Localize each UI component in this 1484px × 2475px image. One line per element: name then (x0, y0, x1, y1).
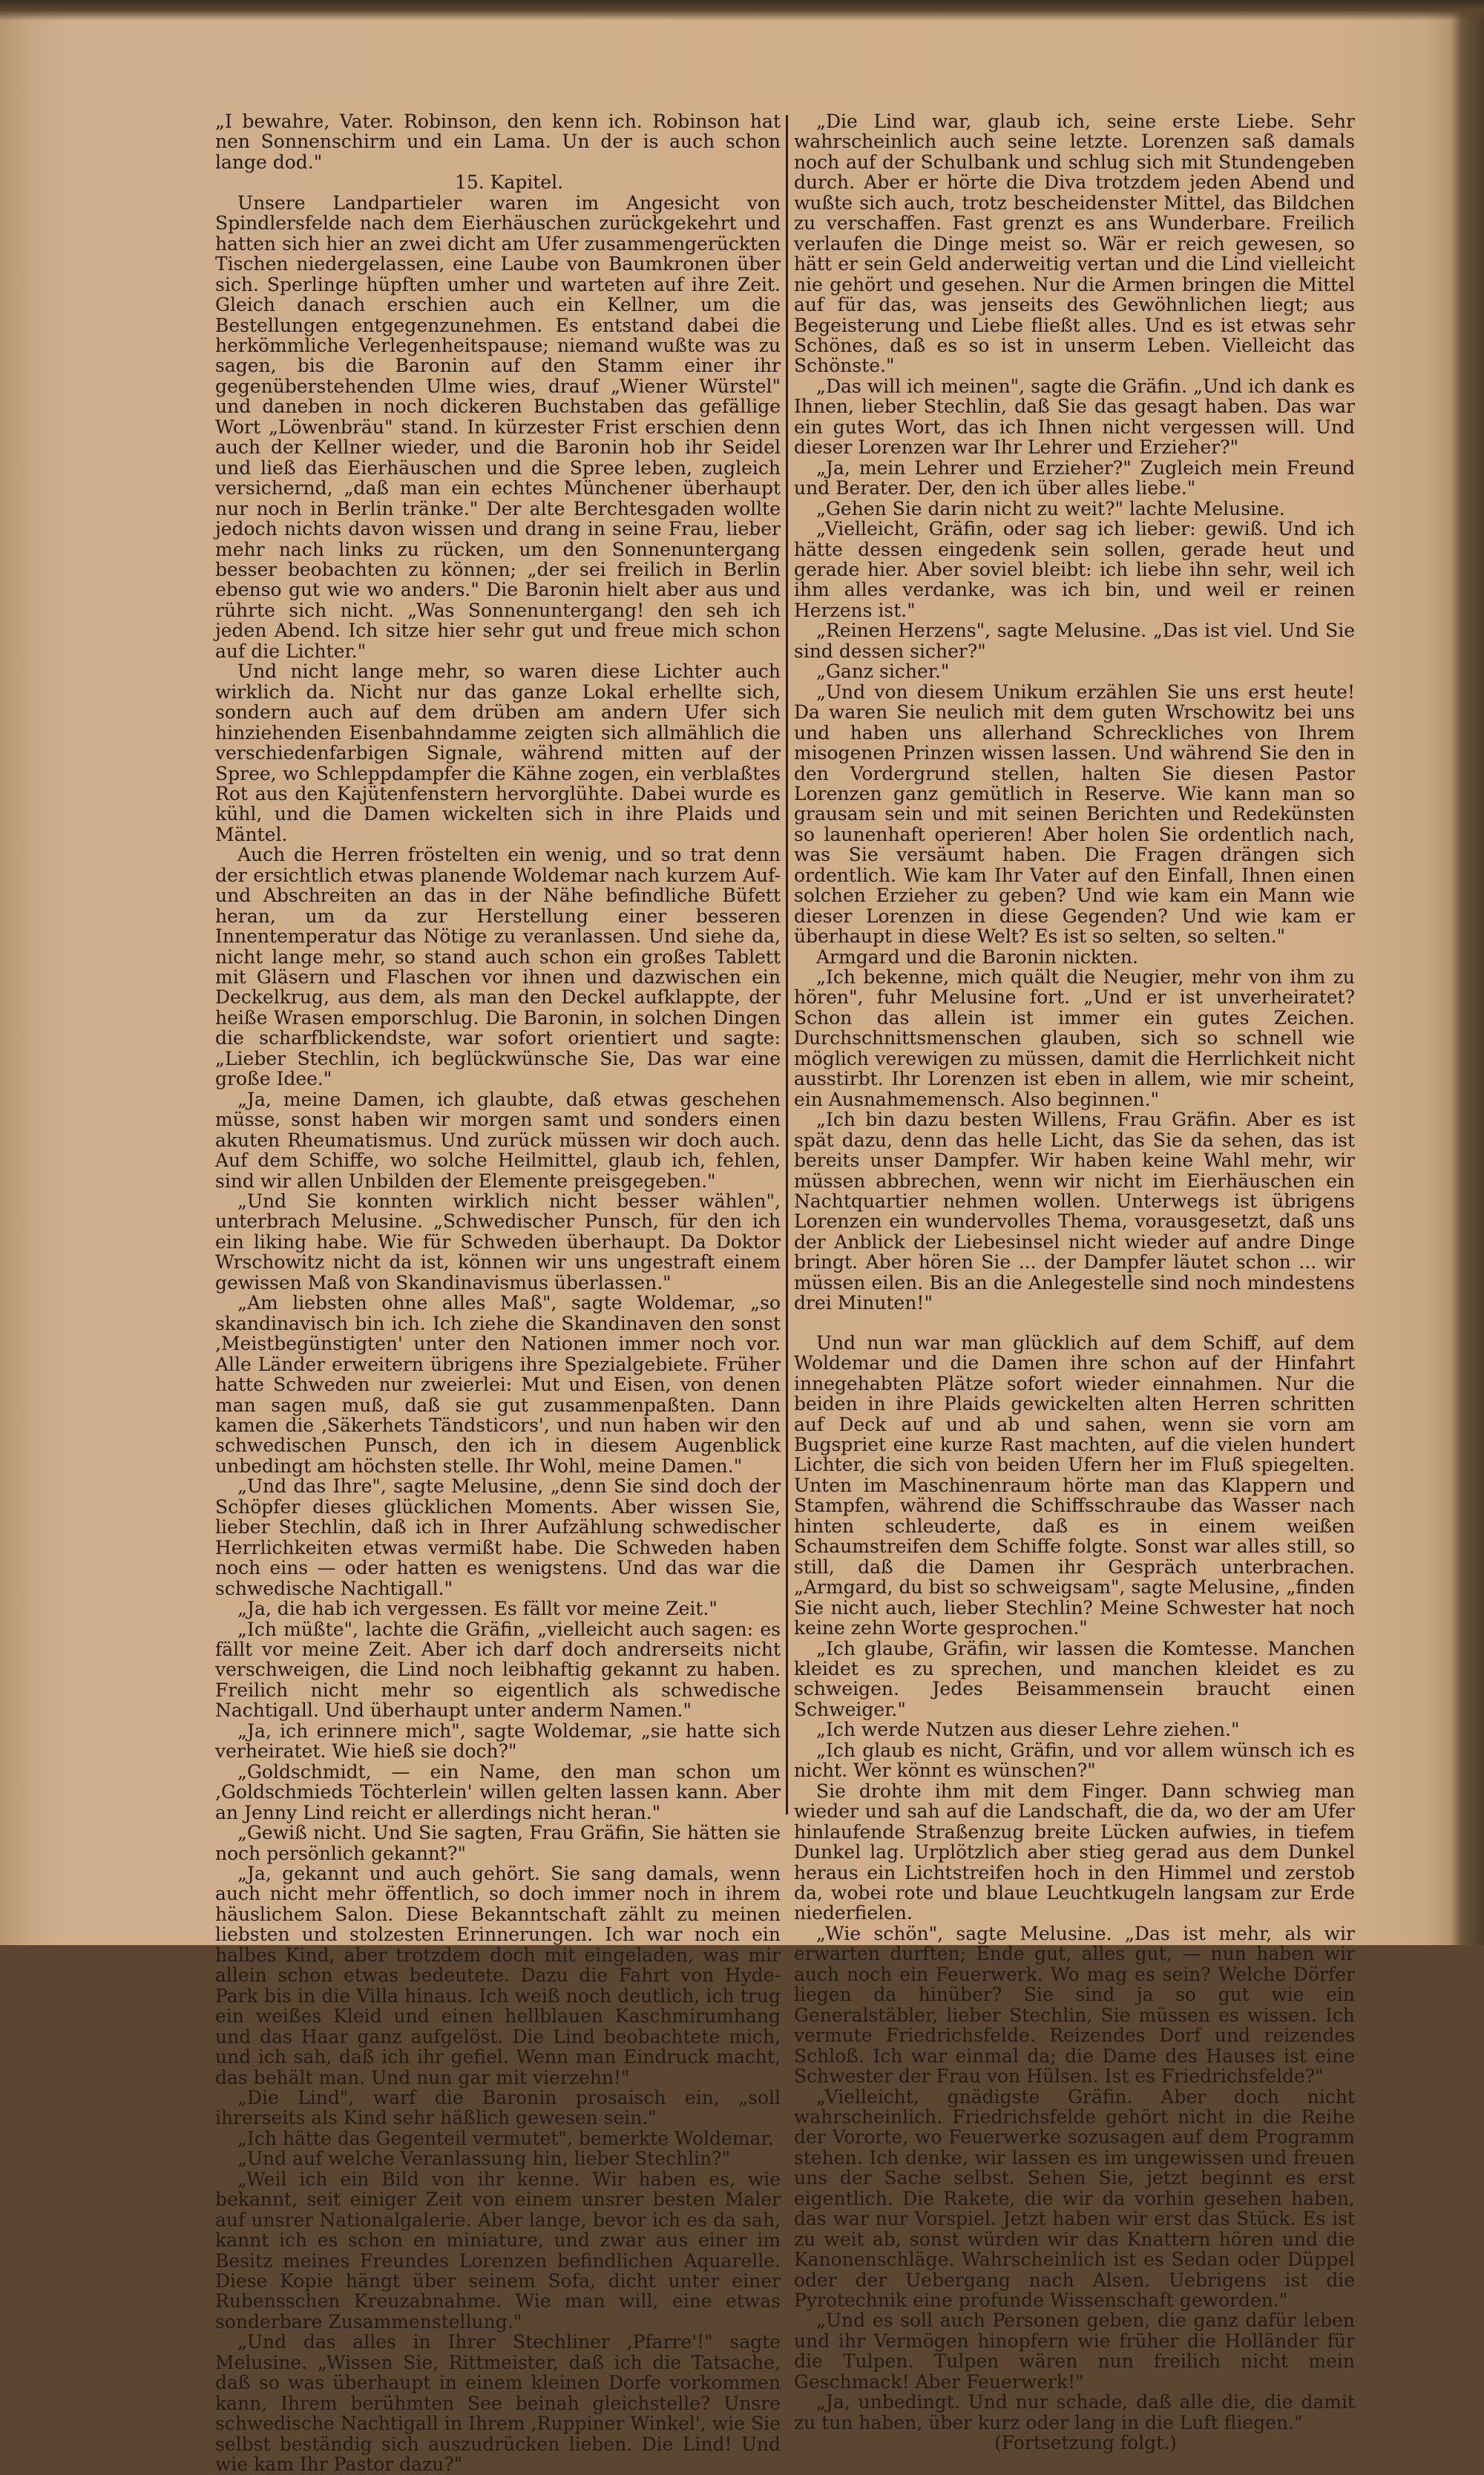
paragraph: „Ich glaub es nicht, Gräfin, und vor allem wünsch ich es nicht. Wer könnt es wünschen?" (794, 1739, 1355, 1782)
paragraph: „Ja, meine Damen, ich glaubte, daß etwas geschehen müsse, sonst haben wir morgen samt und sonders einen akuten Rheumatismus. Und zurück müssen wir doch auch. Auf dem Schiffe, wo solche Heilmittel, glaub ich, fehlen, sind wir allen Unbilden der Elemente preisgegeben." (215, 1088, 781, 1192)
paragraph: „Ganz sicher." (816, 660, 950, 683)
column-divider (786, 115, 788, 1815)
paragraph: „Ja, gekannt und auch gehört. Sie sang damals, wenn auch nicht mehr öffentlich, so doch immer noch in ihrem häuslichem Salon. Diese Bekanntschaft zählt zu meinen liebsten und stolzesten Erinnerungen. Ich war noch ein halbes Kind, aber trotzdem doch mit eingeladen, was mir allein schon etwas bedeutete. Dazu die Fahrt von Hyde-Park bis in die Villa hinaus. Ich weiß noch deutlich, ich trug ein weißes Kleid und einen hellblauen Kaschmirumhang und das Haar ganz aufgelöst. Die Lind beobachtete mich, und ich sah, daß ich ihr gefiel. Wenn man Eindruck macht, das behält man. Und nun gar mit vierzehn!" (215, 1862, 781, 2088)
paragraph: „Die Lind", warf die Baronin prosaisch ein, „soll ihrerseits als Kind sehr häßlich gewesen sein." (215, 2086, 781, 2129)
paragraph: „Ich hätte das Gegenteil vermutet", bemerkte Woldemar. (237, 2127, 774, 2149)
paragraph: „Ja, mein Lehrer und Erzieher?" Zugleich mein Freund und Berater. Der, den ich über alles liebe." (794, 456, 1355, 499)
paragraph: Und nun war man glücklich auf dem Schiff, auf dem Woldemar und die Damen ihre schon auf der Hinfahrt innegehabten Plätze sofort wieder einnahmen. Nur die beiden in ihre Plaids gewickelten alten Herren schritten auf Deck auf und ab und sahen, wenn sie vorn am Bugspriet eine kurze Rast machten, auf die vielen hundert Lichter, die sich von beiden Ufern her im Fluß spiegelten. Unten im Maschinenraum hörte man das Klappern und Stampfen, während die Schiffsschraube das Wasser nach hinten schleuderte, daß es in einem weißen Schaumstreifen dem Schiffe folgte. Sonst war alles still, so still, daß die Damen ihr Gespräch unterbrachen. „Armgard, du bist so schweigsam", sagte Melusine, „finden Sie nicht auch, lieber Stechlin? Meine Schwester hat noch keine zehn Worte gesprochen." (794, 1331, 1355, 1639)
paragraph: Und nicht lange mehr, so waren diese Lichter auch wirklich da. Nicht nur das ganze Lokal erhellte sich, sondern auch auf dem drüben am andern Ufer sich hinziehenden Eisenbahndamme zeigten sich allmählich die verschiedenfarbigen Signale, während mitten auf der Spree, wo Schleppdampfer die Kähne zogen, ein verblaßtes Rot aus den Kajütenfenstern hervorglühte. Dabei wurde es kühl, und die Damen wickelten sich in ihre Plaids und Mäntel. (215, 660, 781, 845)
paragraph: „Ich bekenne, mich quält die Neugier, mehr von ihm zu hören", fuhr Melusine fort. „Und er ist unverheiratet? Schon das allein ist immer ein gutes Zeichen. Durchschnittsmenschen glauben, sich so schnell wie möglich verewigen zu müssen, damit die Herrlichkeit nicht ausstirbt. Ihr Lorenzen ist eben in allem, wie mir scheint, ein Ausnahmemensch. Also beginnen." (794, 966, 1355, 1110)
paragraph: Auch die Herren fröstelten ein wenig, und so trat denn der ersichtlich etwas planende Woldemar nach kurzem Auf- und Abschreiten an das in der Nähe befindliche Büfett heran, um da zur Herstellung einer besseren Innentemperatur das Nötige zu veranlassen. Und siehe da, nicht lange mehr, so stand auch schon ein großes Tablett mit Gläsern und Flaschen vor ihnen und dazwischen ein Deckelkrug, aus dem, als man den Deckel aufklappte, der heiße Wrasen emporschlug. Die Baronin, in solchen Dingen die scharfblickendste, war sofort orientiert und sagte: „Lieber Stechlin, ich beglückwünsche Sie, Das war eine große Idee." (215, 844, 781, 1090)
left-column (215, 111, 781, 2475)
paragraph: „Vielleicht, gnädigste Gräfin. Aber doch nicht wahrscheinlich. Friedrichsfelde gehört nicht in die Reihe der Vororte, wo Feuerwerke sozusagen auf dem Programm stehen. Ich denke, wir lassen es im ungewissen und freuen uns der Sache selbst. Sehen Sie, jetzt beginnt es erst eigentlich. Die Rakete, die wir da vorhin gesehen haben, das war nur Vorspiel. Jetzt haben wir erst das Stück. Es ist zu weit ab, sonst würden wir das Knattern hören und die Kanonenschläge. Wahrscheinlich ist es Sedan oder Düppel oder der Uebergang nach Alsen. Uebrigens ist die Pyrotechnik eine profunde Wissenschaft geworden." (794, 2085, 1355, 2312)
paragraph: „Gehen Sie darin nicht zu weit?" lachte Melusine. (816, 497, 1285, 519)
paragraph: „Das will ich meinen", sagte die Gräfin. „Und ich dank es Ihnen, lieber Stechlin, daß Sie das gesagt haben. Das war ein gutes Wort, das ich Ihnen nicht vergessen will. Und dieser Lorenzen war Ihr Lehrer und Erzieher?" (794, 375, 1355, 459)
paragraph: „Vielleicht, Gräfin, oder sag ich lieber: gewiß. Und ich hätte dessen eingedenk sein sollen, gerade heut und gerade hier. Aber soviel bleibt: ich liebe ihn sehr, weil ich ihm alles verdanke, was ich bin, und weil er reinen Herzens ist." (794, 518, 1355, 621)
paragraph: Sie drohte ihm mit dem Finger. Dann schwieg man wieder und sah auf die Landschaft, die da, wo der am Ufer hinlaufende Straßenzug breite Lücken aufwies, in tiefem Dunkel lag. Urplötzlich aber stieg gerad aus dem Dunkel heraus ein Lichtstreifen hoch in den Himmel und zerstob da, wobei rote und blaue Leuchtkugeln langsam zur Erde niederfielen. (794, 1780, 1355, 1924)
paragraph: „Gewiß nicht. Und Sie sagten, Frau Gräfin, Sie hätten sie noch persönlich gekannt?" (215, 1822, 781, 1864)
right-column (794, 111, 1355, 2454)
intro-paragraph: „I bewahre, Vater. Robinson, den kenn ich. Robinson hat nen Sonnenschirm und ein Lama. Un der is auch schon lange dod." (215, 111, 781, 173)
paragraph: „Und es soll auch Personen geben, die ganz dafür leben und ihr Vermögen hinopfern wie früher die Holländer für die Tulpen. Tulpen wären nun freilich nicht mein Geschmack! Aber Feuerwerk!" (794, 2310, 1355, 2393)
paragraph: „Ja, ich erinnere mich", sagte Woldemar, „sie hatte sich verheiratet. Wie hieß sie doch?" (215, 1720, 781, 1763)
paragraph: „Ja, die hab ich vergessen. Es fällt vor meine Zeit." (237, 1598, 718, 1620)
continuation-note: (Fortsetzung folgt.) (994, 2432, 1177, 2454)
paragraph: „Und das alles in Ihrer Stechliner ‚Pfarre'!" sagte Melusine. „Wissen Sie, Rittmeister, daß ich die Tatsache, daß so was überhaupt in einem kleinen Dorfe vorkommen kann, Ihrem berühmten See beinah gleichstelle? Unsre schwedische Nachtigall in Ihrem ‚Ruppiner Winkel', wie Sie selbst beständig sich auszudrücken lieben. Die Lind! Und wie kam Ihr Pastor dazu?" (215, 2331, 781, 2475)
paragraph: „Wie schön", sagte Melusine. „Das ist mehr, als wir erwarten durften; Ende gut, alles gut, — nun haben wir auch noch ein Feuerwerk. Wo mag es sein? Welche Dörfer liegen da hinüber? Sie sind ja so gut wie ein Generalstäbler, lieber Stechlin, Sie müssen es wissen. Ich vermute Friedrichsfelde. Reizendes Dorf und reizendes Schloß. Ich war einmal da; die Dame des Hauses ist eine Schwester der Frau von Hülsen. Ist es Friedrichsfelde?" (794, 1922, 1355, 2088)
paragraph: „Und auf welche Veranlassung hin, lieber Stechlin?" (237, 2148, 731, 2170)
paragraph: „Ich glaube, Gräfin, wir lassen die Komtesse. Manchen kleidet es zu sprechen, und manchen kleidet es zu schweigen. Jedes Beisammensein braucht einen Schweiger." (794, 1637, 1355, 1720)
paragraph: „Am liebsten ohne alles Maß", sagte Woldemar, „so skandinavisch bin ich. Ich ziehe die Skandinaven den sonst ‚Meistbegünstigten' unter den Nationen immer noch vor. Alle Länder erweitern übrigens ihre Spezialgebiete. Früher hatte Schweden nur zweierlei: Mut und Eisen, von denen man sagen muß, daß sie gut zusammenpaßten. Dann kamen die ‚Säkerhets Tändsticors', und nun haben wir den schwedischen Punsch, den ich in diesem Augenblick unbedingt am höchsten stelle. Ihr Wohl, meine Damen." (215, 1292, 781, 1477)
paragraph: „Die Lind war, glaub ich, seine erste Liebe. Sehr wahrscheinlich auch seine letzte. Lorenzen saß damals noch auf der Schulbank und schlug sich mit Stundengeben durch. Aber er hörte die Diva trotzdem jeden Abend und wußte sich auch, trotz bescheidenster Mittel, das Bildchen zu verschaffen. Fast grenzt es ans Wunderbare. Freilich verlaufen die Dinge meist so. Wär er reich gewesen, so hätt er sein Geld anderweitig vertan und die Lind vielleicht nie gehört und gesehen. Nur die Armen bringen die Mittel auf für das, was jenseits des Gewöhnlichen liegt; aus Begeisterung und Liebe fließt alles. Und es ist etwas sehr Schönes, daß es so ist in unserm Leben. Vielleicht das Schönste." (794, 111, 1355, 377)
chapter-heading: 15. Kapitel. (454, 171, 564, 194)
paragraph: „Und Sie konnten wirklich nicht besser wählen", unterbrach Melusine. „Schwedischer Punsch, für den ich ein liking habe. Wie für Schweden überhaupt. Da Doktor Wrschowitz nicht da ist, können wir uns ungestraft einem gewissen Maß von Skandinavismus überlassen." (215, 1190, 781, 1294)
paragraph: „Und von diesem Unikum erzählen Sie uns erst heute! Da waren Sie neulich mit dem guten Wrschowitz bei uns und haben uns allerhand Schreckliches von Ihrem misogenen Prinzen wissen lassen. Und während Sie den in den Vordergrund stellen, halten Sie diesen Pastor Lorenzen ganz gemütlich in Reserve. Wie kann man so grausam sein und mit seinen Berichten und Redekünsten so launenhaft operieren! Aber holen Sie ordentlich nach, was Sie versäumt haben. Die Fragen drängen sich ordentlich. Wie kam Ihr Vater auf den Einfall, Ihnen einen solchen Erzieher zu geben? Und wie kam ein Mann wie dieser Lorenzen in diese Gegenden? Und wie kam er überhaupt in diese Welt? Es ist so selten, so selten." (794, 681, 1355, 948)
paragraph: Unsere Landpartieler waren im Angesicht von Spindlersfelde nach dem Eierhäuschen zurückgekehrt und hatten sich hier an zwei dicht am Ufer zusammengerückten Tischen niedergelassen, eine Laube von Baumkronen über sich. Sperlinge hüpften umher und warteten auf ihre Zeit. Gleich danach erschien auch ein Kellner, um die Bestellungen entgegenzunehmen. Es entstand dabei die herkömmliche Verlegenheitspause; niemand wußte was zu sagen, bis die Baronin auf den Stamm einer ihr gegenüberstehenden Ulme wies, drauf „Wiener Würstel" und daneben in noch dickeren Buchstaben das gefällige Wort „Löwenbräu" stand. In kürzester Frist erschien denn auch der Kellner wieder, und die Baronin hob ihr Seidel und ließ das Eierhäuschen und die Spree leben, zugleich versichernd, „daß man ein echtes Münchener überhaupt nur noch in Berlin tränke." Der alte Berchtesgaden wollte jedoch nichts davon wissen und drang in seine Frau, lieber mehr nach links zu rücken, um den Sonnenuntergang besser beobachten zu können; „der sei freilich in Berlin ebenso gut wie wo anders." Die Baronin hielt aber aus und rührte sich nicht. „Was Sonnenuntergang! den seh ich jeden Abend. Ich sitze hier sehr gut und freue mich schon auf die Lichter." (215, 191, 781, 662)
section-gap (794, 1314, 1355, 1333)
paragraph: „Ich werde Nutzen aus dieser Lehre ziehen." (816, 1719, 1240, 1741)
paragraph: „Reinen Herzens", sagte Melusine. „Das ist viel. Und Sie sind dessen sicher?" (794, 620, 1355, 662)
paragraph: „Ich müßte", lachte die Gräfin, „vielleicht auch sagen: es fällt vor meine Zeit. Aber ich darf doch andrerseits nicht verschweigen, die Lind noch leibhaftig gekannt zu haben. Freilich nicht mehr so eigentlich als schwedische Nachtigall. Und überhaupt unter anderm Namen." (215, 1618, 781, 1722)
paragraph: „Ich bin dazu besten Willens, Frau Gräfin. Aber es ist spät dazu, denn das helle Licht, das Sie da sehen, das ist bereits unser Dampfer. Wir haben keine Wahl mehr, wir müssen abbrechen, wenn wir nicht im Eierhäuschen ein Nachtquartier nehmen wollen. Unterwegs ist übrigens Lorenzen ein wundervolles Thema, vorausgesetzt, daß uns der Anblick der Liebesinsel nicht wieder auf andre Dinge bringt. Aber hören Sie ... der Dampfer läutet schon ... wir müssen eilen. Bis an die Anlegestelle sind noch mindestens drei Minuten!" (794, 1109, 1355, 1314)
paragraph: „Goldschmidt, — ein Name, den man schon um ‚Goldschmieds Töchterlein' willen gelten lassen kann. Aber an Jenny Lind reicht er allerdings nicht heran." (215, 1760, 781, 1823)
paragraph: „Und das Ihre", sagte Melusine, „denn Sie sind doch der Schöpfer dieses glücklichen Moments. Aber wissen Sie, lieber Stechlin, daß ich in Ihrer Aufzählung schwedischer Herrlichkeiten etwas vermißt habe. Die Schweden haben noch eins — oder hatten es wenigstens. Und das war die schwedische Nachtigall." (215, 1475, 781, 1599)
paragraph: „Ja, unbedingt. Und nur schade, daß alle die, die damit zu tun haben, über kurz oder lang in die Luft fliegen." (794, 2391, 1355, 2433)
paragraph: „Weil ich ein Bild von ihr kenne. Wir haben es, wie bekannt, seit einiger Zeit von einem unsrer besten Maler auf unsrer Nationalgalerie. Aber lange, bevor ich es da sah, kannt ich es schon en miniature, und zwar aus einer im Besitz meines Freundes Lorenzen befindlichen Aquarelle. Diese Kopie hängt über seinem Sofa, dicht unter einer Rubensschen Kreuzabnahme. Wie man will, eine etwas sonderbare Zusammenstellung." (215, 2168, 781, 2333)
paragraph: Armgard und die Baronin nickten. (816, 945, 1138, 968)
